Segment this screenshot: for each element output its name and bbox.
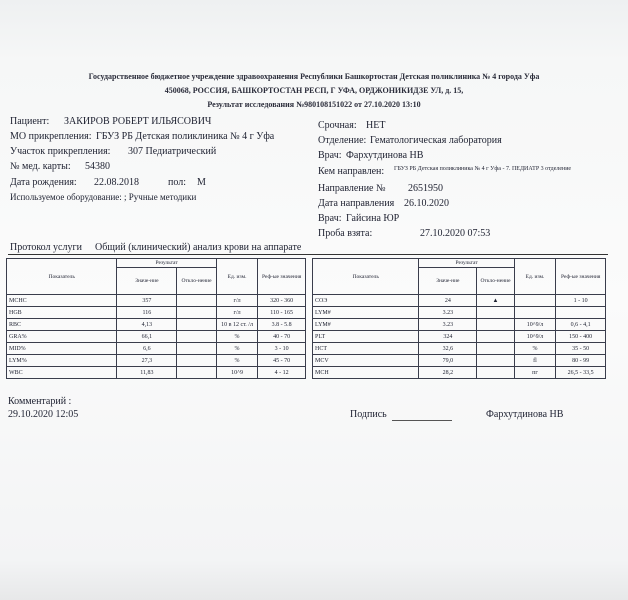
- value-cell: 116: [117, 307, 177, 319]
- ref-cell: 3 - 10: [258, 343, 306, 355]
- deviation-cell: [177, 307, 217, 319]
- urgent-label: Срочная:: [318, 120, 357, 131]
- indicator-cell: LYM#: [313, 307, 419, 319]
- deviation-cell: [477, 367, 515, 379]
- deviation-cell: [477, 307, 515, 319]
- sent-label: Кем направлен:: [318, 166, 385, 177]
- card-label: № мед. карты:: [10, 161, 71, 172]
- col-value: Значе-ние: [419, 268, 477, 295]
- col-unit: Ед. изм.: [514, 259, 556, 295]
- sex-label: пол:: [168, 177, 186, 188]
- col-indicator: Показатель: [7, 259, 117, 295]
- doctor2-label: Врач:: [318, 213, 342, 224]
- unit-cell: %: [216, 331, 258, 343]
- indicator-cell: PLT: [313, 331, 419, 343]
- indicator-cell: LYM%: [7, 355, 117, 367]
- patient-label: Пациент:: [10, 116, 50, 127]
- table-row: [313, 355, 606, 367]
- unit-cell: г/л: [216, 307, 258, 319]
- table-row: [313, 331, 606, 343]
- ref-cell: 40 - 70: [258, 331, 306, 343]
- indicator-cell: LYM#: [313, 319, 419, 331]
- report-date: 29.10.2020 12:05: [8, 409, 79, 420]
- deviation-cell: ▲: [477, 295, 515, 307]
- urgent-value: НЕТ: [366, 120, 386, 131]
- table-row: [313, 295, 606, 307]
- ref-cell: [556, 307, 606, 319]
- unit-cell: пг: [514, 367, 556, 379]
- col-indicator: Показатель: [313, 259, 419, 295]
- value-cell: 32,6: [419, 343, 477, 355]
- deviation-cell: [177, 367, 217, 379]
- value-cell: 357: [117, 295, 177, 307]
- table-row: [7, 307, 306, 319]
- doctor-value: Фархутдинова НВ: [346, 150, 424, 161]
- uchastok-label: Участок прикрепления:: [10, 146, 111, 157]
- ref-cell: 110 - 165: [258, 307, 306, 319]
- ref-cell: 80 - 99: [556, 355, 606, 367]
- value-cell: 79,0: [419, 355, 477, 367]
- indicator-cell: HGB: [7, 307, 117, 319]
- ref-cell: 45 - 70: [258, 355, 306, 367]
- table-row: [7, 367, 306, 379]
- ref-date-value: 26.10.2020: [404, 198, 449, 209]
- unit-cell: [514, 295, 556, 307]
- value-cell: 3.23: [419, 307, 477, 319]
- table-row: [7, 295, 306, 307]
- result-number: Результат исследования №980108151022 от 27.10.2020 13:10: [207, 100, 421, 109]
- unit-cell: г/л: [216, 295, 258, 307]
- col-result: Результат: [419, 259, 514, 268]
- ref-cell: 4 - 12: [258, 367, 306, 379]
- doctor-label: Врач:: [318, 150, 342, 161]
- dob-value: 22.08.2018: [94, 177, 139, 188]
- unit-cell: [514, 307, 556, 319]
- table-row: [7, 343, 306, 355]
- indicator-cell: MCH: [313, 367, 419, 379]
- table-row: [313, 319, 606, 331]
- unit-cell: 10^9: [216, 367, 258, 379]
- card-value: 54380: [85, 161, 110, 172]
- equipment-text: Используемое оборудование: ; Ручные методики: [10, 192, 197, 202]
- sex-value: М: [197, 177, 206, 188]
- sample-label: Проба взята:: [318, 228, 373, 239]
- left-results-table: [6, 258, 306, 379]
- indicator-cell: MCHC: [7, 295, 117, 307]
- deviation-cell: [177, 319, 217, 331]
- indicator-cell: MCV: [313, 355, 419, 367]
- deviation-cell: [177, 355, 217, 367]
- mo-value: ГБУЗ РБ Детская поликлиника № 4 г Уфа: [96, 131, 275, 142]
- value-cell: 3.23: [419, 319, 477, 331]
- unit-cell: %: [216, 343, 258, 355]
- ref-cell: 150 - 400: [556, 331, 606, 343]
- indicator-cell: GRA%: [7, 331, 117, 343]
- value-cell: 324: [419, 331, 477, 343]
- table-row: [313, 367, 606, 379]
- signature-line: [392, 420, 452, 421]
- unit-cell: 10^9/л: [514, 331, 556, 343]
- value-cell: 66,1: [117, 331, 177, 343]
- value-cell: 24: [419, 295, 477, 307]
- dept-label: Отделение:: [318, 135, 367, 146]
- deviation-cell: [177, 331, 217, 343]
- institution-address: 450068, РОССИЯ, БАШКОРТОСТАН РЕСП, Г УФА, ОРДЖОНИКИДЗЕ УЛ, д. 15,: [164, 86, 464, 95]
- indicator-cell: WBC: [7, 367, 117, 379]
- unit-cell: 10 в 12 ст. /л: [216, 319, 258, 331]
- indicator-cell: RBC: [7, 319, 117, 331]
- ref-cell: 1 - 10: [556, 295, 606, 307]
- col-result: Результат: [117, 259, 216, 268]
- comments-label: Комментарий :: [8, 396, 72, 407]
- deviation-cell: [477, 343, 515, 355]
- col-unit: Ед. изм.: [216, 259, 258, 295]
- deviation-cell: [477, 355, 515, 367]
- indicator-cell: HCT: [313, 343, 419, 355]
- unit-cell: 10^9/л: [514, 319, 556, 331]
- deviation-cell: [177, 295, 217, 307]
- doctor2-value: Гайсина ЮР: [346, 213, 400, 224]
- col-deviation: Откло-нение: [177, 268, 217, 295]
- table-row: [7, 319, 306, 331]
- unit-cell: %: [216, 355, 258, 367]
- ref-cell: 0,6 - 4,1: [556, 319, 606, 331]
- sample-value: 27.10.2020 07:53: [420, 228, 491, 239]
- ref-cell: 320 - 360: [258, 295, 306, 307]
- indicator-cell: MID%: [7, 343, 117, 355]
- referral-label: Направление №: [318, 183, 386, 194]
- sent-value: ГБУЗ РБ Детская поликлиника № 4 г Уфа - 7. ПЕДИАТР 3 отделение: [394, 166, 572, 172]
- deviation-cell: [477, 319, 515, 331]
- mo-label: МО прикрепления:: [10, 131, 92, 142]
- table-row: [313, 343, 606, 355]
- col-ref: Реф-ые значения: [556, 259, 606, 295]
- dept-value: Гематологическая лаборатория: [370, 135, 502, 146]
- deviation-cell: [477, 331, 515, 343]
- referral-value: 2651950: [408, 183, 443, 194]
- value-cell: 4,13: [117, 319, 177, 331]
- table-row: [7, 331, 306, 343]
- col-ref: Реф-ые значения: [258, 259, 306, 295]
- ref-date-label: Дата направления: [318, 198, 395, 209]
- dob-label: Дата рождения:: [10, 177, 77, 188]
- institution-name: Государственное бюджетное учреждение здравоохранения Республики Башкортостан Детская поликлиника № 4 города Уфа: [88, 72, 540, 81]
- protocol-label: Протокол услуги: [10, 242, 82, 253]
- protocol-divider: [8, 254, 608, 255]
- value-cell: 27,3: [117, 355, 177, 367]
- ref-cell: 3.8 - 5.8: [258, 319, 306, 331]
- table-row: [313, 307, 606, 319]
- col-value: Значе-ние: [117, 268, 177, 295]
- patient-value: ЗАКИРОВ РОБЕРТ ИЛЬЯСОВИЧ: [64, 116, 212, 127]
- table-row: [7, 355, 306, 367]
- indicator-cell: СОЭ: [313, 295, 419, 307]
- signature-name: Фархутдинова НВ: [486, 409, 564, 420]
- protocol-value: Общий (клинический) анализ крови на аппарате: [95, 242, 302, 253]
- right-results-table: [312, 258, 606, 379]
- uchastok-value: 307 Педиатрический: [128, 146, 217, 157]
- value-cell: 11,83: [117, 367, 177, 379]
- ref-cell: 35 - 50: [556, 343, 606, 355]
- signature-label: Подпись: [350, 409, 387, 420]
- unit-cell: fl: [514, 355, 556, 367]
- col-deviation: Откло-нение: [477, 268, 515, 295]
- deviation-cell: [177, 343, 217, 355]
- ref-cell: 26,5 - 33,5: [556, 367, 606, 379]
- value-cell: 28,2: [419, 367, 477, 379]
- unit-cell: %: [514, 343, 556, 355]
- value-cell: 6,6: [117, 343, 177, 355]
